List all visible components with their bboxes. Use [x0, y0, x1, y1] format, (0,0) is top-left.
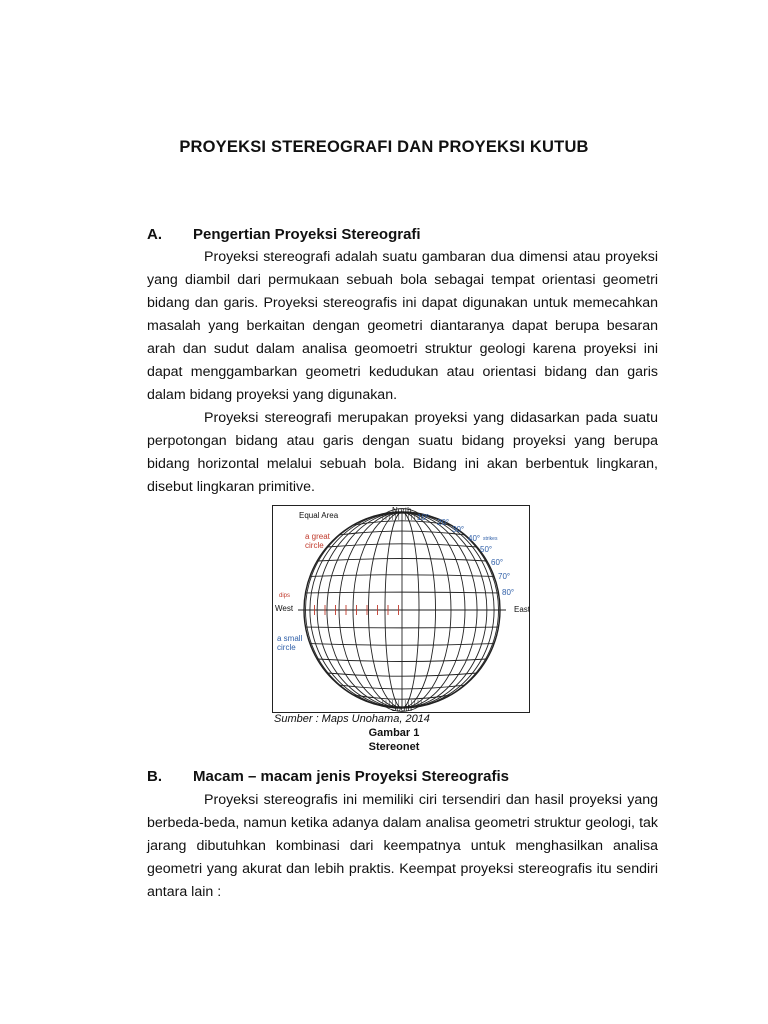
degree-tick: 20° — [437, 518, 450, 527]
section-title: Macam – macam jenis Proyeksi Stereografis — [193, 768, 509, 785]
degree-tick: 60° — [491, 558, 504, 567]
section-letter: A. — [147, 226, 162, 243]
stereonet-figure — [272, 505, 530, 713]
degree-tick: 50° — [480, 545, 493, 554]
equal-area-label: Equal Area — [299, 511, 339, 520]
north-label: North — [392, 506, 412, 515]
section-title: Pengertian Proyeksi Stereografi — [193, 226, 421, 243]
degree-tick: 80° — [502, 588, 515, 597]
strikes-label: strikes — [483, 536, 498, 542]
degree-tick: 70° — [498, 572, 511, 581]
east-label: East — [514, 605, 531, 614]
page-title: PROYEKSI STEREOGRAFI DAN PROYEKSI KUTUB — [179, 138, 589, 156]
small-circle-label: a small circle — [277, 634, 303, 652]
paragraph-a1: Proyeksi stereografi adalah suatu gambaran dua dimensi atau proyeksi yang diambil dari permukaan sebuah bola sebagai tempat orientasi geometri bidang dan garis. Proyeksi stereografis ini dapat digunakan untuk memecahkan masalah yang berkaitan dengan geometri diantaranya dapat berupa besaran arah dan sudut dalam analisa geomoetri struktur geologi karena proyeksi ini dapat menggambarkan geometri kedudukan atau orientasi bidang dan garis dalam bidang proyeksi yang digunakan. — [147, 249, 658, 403]
degree-tick: 10° — [417, 513, 430, 522]
figure-caption-number: Gambar 1 — [368, 727, 420, 739]
figure-caption-title: Stereonet — [368, 741, 420, 753]
degree-tick: 40° — [468, 534, 481, 543]
south-label: South — [391, 704, 412, 713]
figure-source: Sumber : Maps Unohama, 2014 — [274, 713, 430, 725]
great-circle-label: a great circle — [305, 532, 330, 550]
dips-label: dips — [279, 593, 291, 599]
paragraph-a2: Proyeksi stereografi merupakan proyeksi yang didasarkan pada suatu perpotongan bidang atau garis dengan suatu bidang proyeksi yang berupa bidang horizontal melalui sebuah bola. Bidang ini akan berbentuk lingkaran, disebut lingkaran primitive. — [147, 410, 658, 495]
degree-tick: 30° — [452, 525, 465, 534]
paragraph-b1: Proyeksi stereografis ini memiliki ciri tersendiri dan hasil proyeksi yang berbeda-beda, namun ketika adanya dalam analisa geometri struktur geologi, tak jarang dibutuhkan kombinasi dari keempatnya untuk menghasilkan analisa geometri yang akurat dan lebih praktis. Keempat proyeksi stereografis itu sendiri antara lain : — [147, 792, 658, 900]
section-letter: B. — [147, 768, 162, 785]
west-label: West — [275, 604, 294, 613]
